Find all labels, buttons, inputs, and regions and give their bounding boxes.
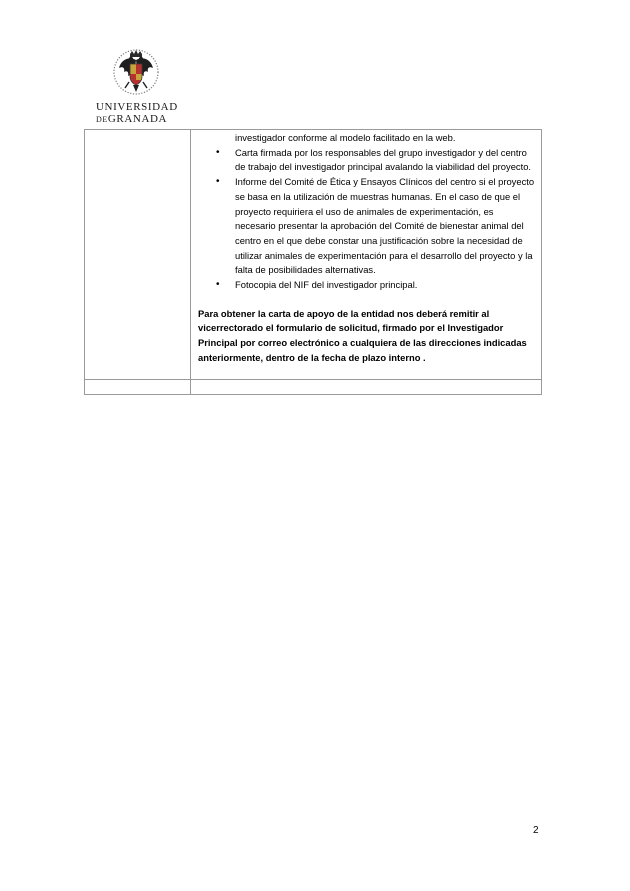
logo-prefix-de: DE bbox=[96, 115, 108, 124]
cell-content bbox=[191, 130, 541, 379]
table-row bbox=[85, 130, 542, 380]
university-coat-of-arms-icon bbox=[110, 48, 162, 98]
list-item-carta-firmada: • Carta firmada por los responsables del grupo investigador y del centro de trabajo del investigador principal avalando la viabilidad del proyecto. bbox=[235, 146, 535, 175]
list-item-fotocopia-nif: • Fotocopia del NIF del investigador principal. bbox=[235, 278, 535, 293]
university-logo bbox=[96, 48, 178, 126]
page-number: 2 bbox=[533, 825, 539, 836]
table-cell-right-empty bbox=[191, 379, 542, 394]
table-cell-left-empty bbox=[85, 379, 191, 394]
requirements-list bbox=[198, 131, 535, 293]
table-row-empty bbox=[85, 379, 542, 394]
table-cell-left bbox=[85, 130, 191, 380]
closing-paragraph: Para obtener la carta de apoyo de la entidad nos deberá remitir al vicerrectorado el formulario de solicitud, firmado por el Investigador Principal por correo electrónico a cualquiera de las direcciones indicadas anteriormente, dentro de la fecha de plazo interno . bbox=[198, 307, 527, 363]
logo-line-granada bbox=[96, 113, 167, 125]
list-item-continuation: investigador conforme al modelo facilitado en la web. bbox=[235, 132, 456, 143]
logo-word-granada: GRANADA bbox=[107, 113, 168, 125]
logo-line-universidad: UNIVERSIDAD bbox=[96, 101, 178, 113]
requirements-table bbox=[84, 129, 542, 395]
list-item-informe-comite: • Informe del Comité de Ética y Ensayos Clínicos del centro si el proyecto se basa en la utilización de muestras humanas. En el caso de que el proyecto requiriera el uso de animales de experimentación, es necesario presentar la aprobación del Comité de bienestar animal del centro en el que debe constar una justificación sobre la necesidad de utilizar animales de experimentación para el desarrollo del proyecto y la falta de posibilidades alternativas. bbox=[235, 175, 535, 278]
table-cell-right bbox=[191, 130, 542, 380]
